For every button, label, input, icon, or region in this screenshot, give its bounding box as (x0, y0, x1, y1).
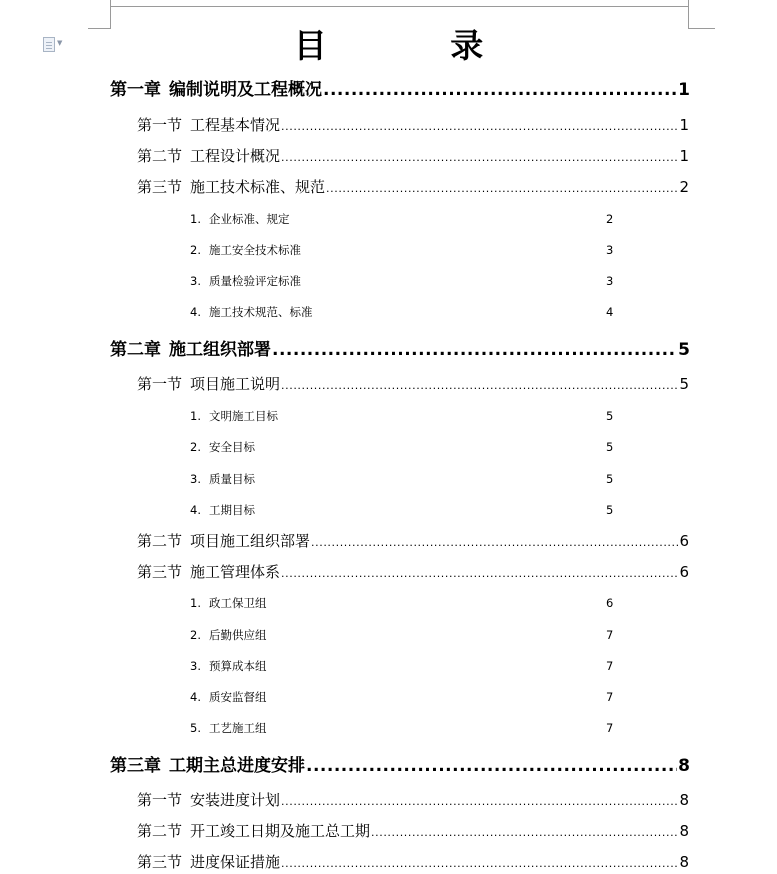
toc-item-page-number: 7 (606, 690, 614, 704)
toc-section-label (137, 790, 280, 810)
toc-item-label: 文明施工目标 (208, 409, 278, 423)
toc-item-page-number: 7 (606, 721, 614, 735)
toc-section-label (137, 531, 310, 551)
page-number: 5 (678, 340, 690, 360)
toc-item-page-number: 7 (606, 659, 614, 673)
toc-chapter-label (110, 755, 305, 777)
page-number: 1 (679, 147, 689, 165)
toc-section-row[interactable] (137, 177, 689, 197)
toc-item[interactable] (190, 595, 266, 611)
chapter-title: 施工组织部署 (169, 340, 271, 360)
toc-chapter-label (110, 339, 271, 361)
page-number: 1 (679, 116, 689, 134)
section-title: 工程设计概况 (190, 147, 281, 165)
toc-item-number: 1. (190, 212, 201, 226)
toc-item-number: 3. (190, 659, 201, 673)
toc-item-label: 政工保卫组 (208, 596, 267, 610)
section-number: 第一节 (137, 375, 183, 393)
toc-item-number: 4. (190, 305, 201, 319)
section-title: 安装进度计划 (190, 791, 281, 809)
section-number: 第三节 (137, 178, 183, 196)
dot-leader (272, 339, 677, 361)
chapter-number: 第三章 (110, 756, 161, 776)
chapter-title: 工期主总进度安排 (169, 756, 305, 776)
toc-item-page-number: 5 (606, 409, 614, 423)
dot-leader (281, 854, 678, 874)
toc-item[interactable] (190, 627, 266, 643)
toc-item-page-number: 5 (606, 472, 614, 486)
toc-section-row[interactable] (137, 562, 689, 582)
page-number: 5 (679, 375, 689, 393)
toc-item-number: 1. (190, 409, 201, 423)
toc-section-row[interactable] (137, 374, 689, 394)
toc-section-row[interactable] (137, 146, 689, 166)
toc-chapter-row[interactable] (110, 79, 690, 101)
toc-section-label (137, 821, 370, 841)
toc-item[interactable] (190, 720, 266, 736)
dot-leader (281, 148, 678, 168)
toc-item-label: 预算成本组 (208, 659, 267, 673)
dot-leader (281, 117, 678, 137)
section-title: 施工管理体系 (190, 563, 281, 581)
toc-item[interactable] (190, 211, 289, 227)
toc-item-label: 施工安全技术标准 (208, 243, 301, 257)
toc-item-label: 工艺施工组 (208, 721, 267, 735)
section-title: 工程基本情况 (190, 116, 281, 134)
toc-section-row[interactable] (137, 531, 689, 551)
toc-item-label: 质量检验评定标准 (208, 274, 301, 288)
toc-section-row[interactable] (137, 821, 689, 841)
toc-item[interactable] (190, 502, 255, 518)
toc-item-label: 工期目标 (208, 503, 255, 517)
toc-item[interactable] (190, 439, 255, 455)
toc-section-label (137, 146, 280, 166)
section-title: 项目施工组织部署 (190, 532, 311, 550)
page-number: 8 (679, 822, 689, 840)
toc-item-label: 质量目标 (208, 472, 255, 486)
toc-item-label: 企业标准、规定 (208, 212, 290, 226)
toc-item[interactable] (190, 304, 312, 320)
toc-section-row[interactable] (137, 115, 689, 135)
dot-leader (371, 823, 678, 843)
toc-item-page-number: 7 (606, 628, 614, 642)
dot-leader (281, 376, 678, 396)
page-title: 目 录 (293, 26, 540, 65)
chapter-title: 编制说明及工程概况 (169, 80, 322, 100)
dot-leader (306, 755, 677, 777)
section-number: 第一节 (137, 791, 183, 809)
section-title: 项目施工说明 (190, 375, 281, 393)
page-number: 6 (679, 563, 689, 581)
section-number: 第二节 (137, 147, 183, 165)
toc-item-number: 4. (190, 690, 201, 704)
page-number: 1 (678, 80, 690, 100)
toc-item[interactable] (190, 242, 301, 258)
toc-item-label: 质安监督组 (208, 690, 267, 704)
chapter-number: 第一章 (110, 80, 161, 100)
section-number: 第三节 (137, 563, 183, 581)
section-title: 进度保证措施 (190, 853, 281, 871)
section-number: 第三节 (137, 853, 183, 871)
page-number: 8 (679, 791, 689, 809)
chevron-down-icon: ▼ (57, 39, 63, 47)
page-number: 8 (678, 756, 690, 776)
toc-chapter-row[interactable] (110, 339, 690, 361)
toc-item-number: 2. (190, 440, 201, 454)
toc-item-number: 3. (190, 274, 201, 288)
toc-section-label (137, 374, 280, 394)
dot-leader (326, 179, 678, 199)
toc-item-number: 2. (190, 628, 201, 642)
toc-chapter-row[interactable] (110, 755, 690, 777)
toc-item-page-number: 3 (606, 274, 614, 288)
toc-section-row[interactable] (137, 790, 689, 810)
toc-item-page-number: 5 (606, 503, 614, 517)
toc-item[interactable] (190, 273, 301, 289)
toc-item-number: 1. (190, 596, 201, 610)
toc-item-number: 2. (190, 243, 201, 257)
toc-item-label: 施工技术规范、标准 (208, 305, 313, 319)
toc-item-page-number: 5 (606, 440, 614, 454)
dot-leader (281, 792, 678, 812)
toc-chapter-label (110, 79, 322, 101)
toc-item-number: 4. (190, 503, 201, 517)
section-number: 第一节 (137, 116, 183, 134)
page-number: 6 (679, 532, 689, 550)
section-title: 施工技术标准、规范 (190, 178, 326, 196)
chapter-number: 第二章 (110, 340, 161, 360)
section-title: 开工竣工日期及施工总工期 (190, 822, 371, 840)
toc-item-page-number: 6 (606, 596, 614, 610)
toc-section-label (137, 852, 280, 872)
toc-item[interactable] (190, 658, 266, 674)
page-number: 8 (679, 853, 689, 871)
toc-item-number: 3. (190, 472, 201, 486)
toc-item-label: 后勤供应组 (208, 628, 267, 642)
toc-item[interactable] (190, 408, 278, 424)
section-number: 第二节 (137, 822, 183, 840)
dot-leader (323, 79, 677, 101)
dot-leader (281, 564, 678, 584)
toc-item-number: 5. (190, 721, 201, 735)
dot-leader (311, 533, 678, 553)
toc-section-label (137, 177, 325, 197)
toc-section-row[interactable] (137, 852, 689, 872)
toc-item-label: 安全目标 (208, 440, 255, 454)
toc-item[interactable] (190, 689, 266, 705)
page-number: 2 (679, 178, 689, 196)
toc-section-label (137, 562, 280, 582)
toc-item-page-number: 2 (606, 212, 614, 226)
toc-item-page-number: 3 (606, 243, 614, 257)
section-number: 第二节 (137, 532, 183, 550)
toc-item-page-number: 4 (606, 305, 614, 319)
toc-section-label (137, 115, 280, 135)
toc-item[interactable] (190, 471, 255, 487)
